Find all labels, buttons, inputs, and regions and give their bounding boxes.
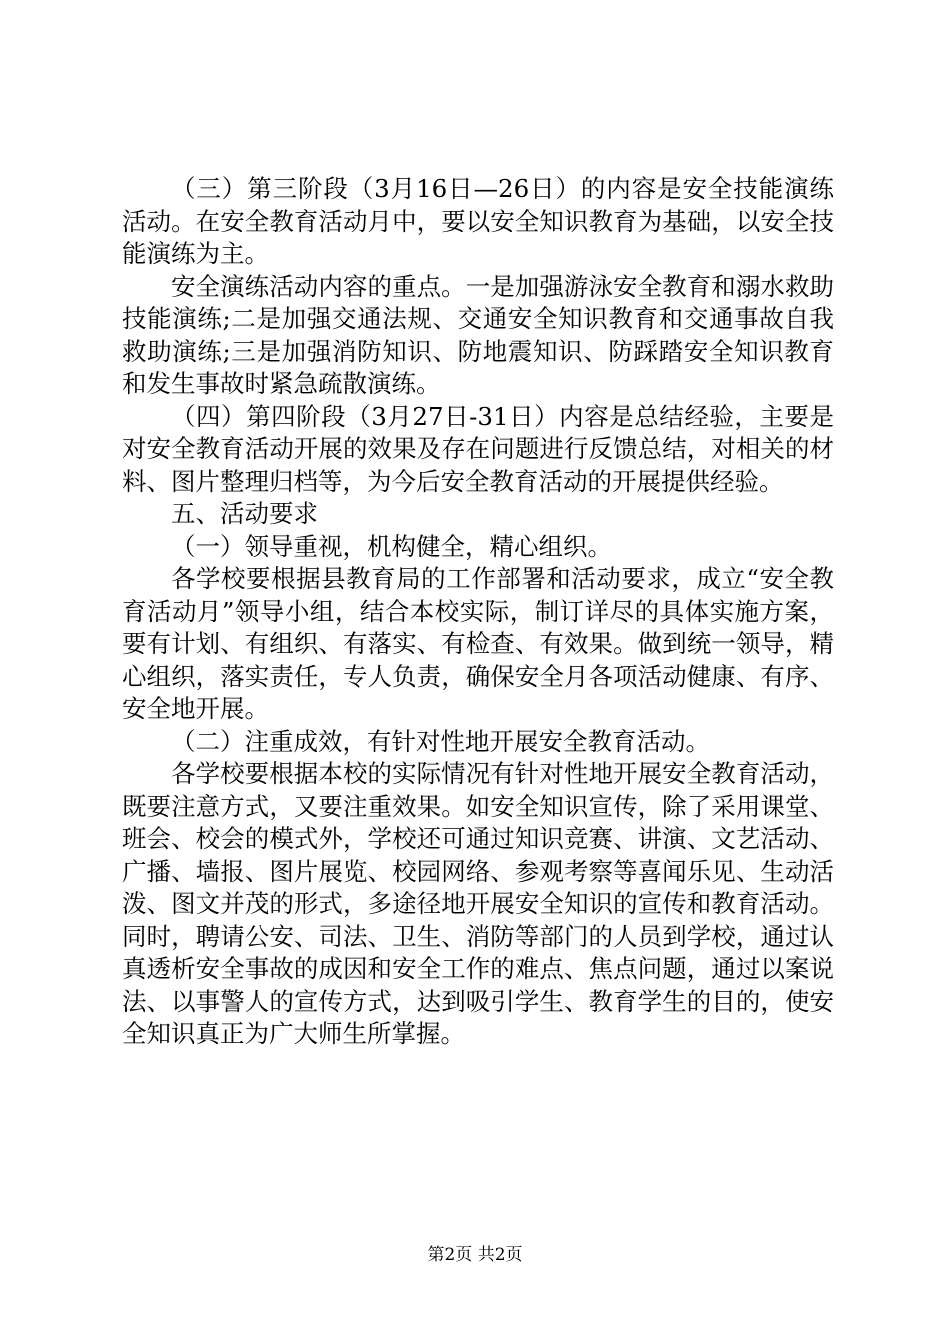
paragraph-leadership: 各学校要根据县教育局的工作部署和活动要求，成立“安全教育活动月”领导小组，结合本校实际，制订详尽的具体实施方案，要有计划、有组织、有落实、有检查、有效果。做到统一领导，精心组织，落实责任，专人负责，确保安全月各项活动健康、有序、安全地开展。 (122, 564, 834, 723)
subheading-leadership: （一）领导重视，机构健全，精心组织。 (171, 531, 612, 561)
document-body (122, 173, 834, 1051)
subheading-effectiveness: （二）注重成效，有针对性地开展安全教育活动。 (171, 726, 710, 756)
paragraph-stage-four: （四）第四阶段（3月27日-31日）内容是总结经验，主要是对安全教育活动开展的效果及存在问题进行反馈总结，对相关的材料、图片整理归档等，为今后安全教育活动的开展提供经验。 (122, 401, 834, 496)
section-heading-requirements: 五、活动要求 (171, 499, 318, 528)
paragraph-stage-three: （三）第三阶段（3月16日—26日）的内容是安全技能演练活动。在安全教育活动月中，要以安全知识教育为基础，以安全技能演练为主。 (122, 174, 834, 268)
page-footer: 第2页 共2页 (427, 1245, 523, 1265)
paragraph-drill-focus: 安全演练活动内容的重点。一是加强游泳安全教育和溺水救助技能演练;二是加强交通法规、交通安全知识教育和交通事故自我救助演练;三是加强消防知识、防地震知识、防踩踏安全知识教育和发生事故时紧急疏散演练。 (122, 271, 834, 398)
paragraph-effectiveness: 各学校要根据本校的实际情况有针对性地开展安全教育活动，既要注意方式，又要注重效果。如安全知识宣传，除了采用课堂、班会、校会的模式外，学校还可通过知识竞赛、讲演、文艺活动、广播、墙报、图片展览、校园网络、参观考察等喜闻乐见、生动活泼、图文并茂的形式，多途径地开展安全知识的宣传和教育活动。同时，聘请公安、司法、卫生、消防等部门的人员到学校，通过认真透析安全事故的成因和安全工作的难点、焦点问题，通过以案说法、以事警人的宣传方式，达到吸引学生、教育学生的目的，使安全知识真正为广大师生所掌握。 (122, 759, 834, 1048)
